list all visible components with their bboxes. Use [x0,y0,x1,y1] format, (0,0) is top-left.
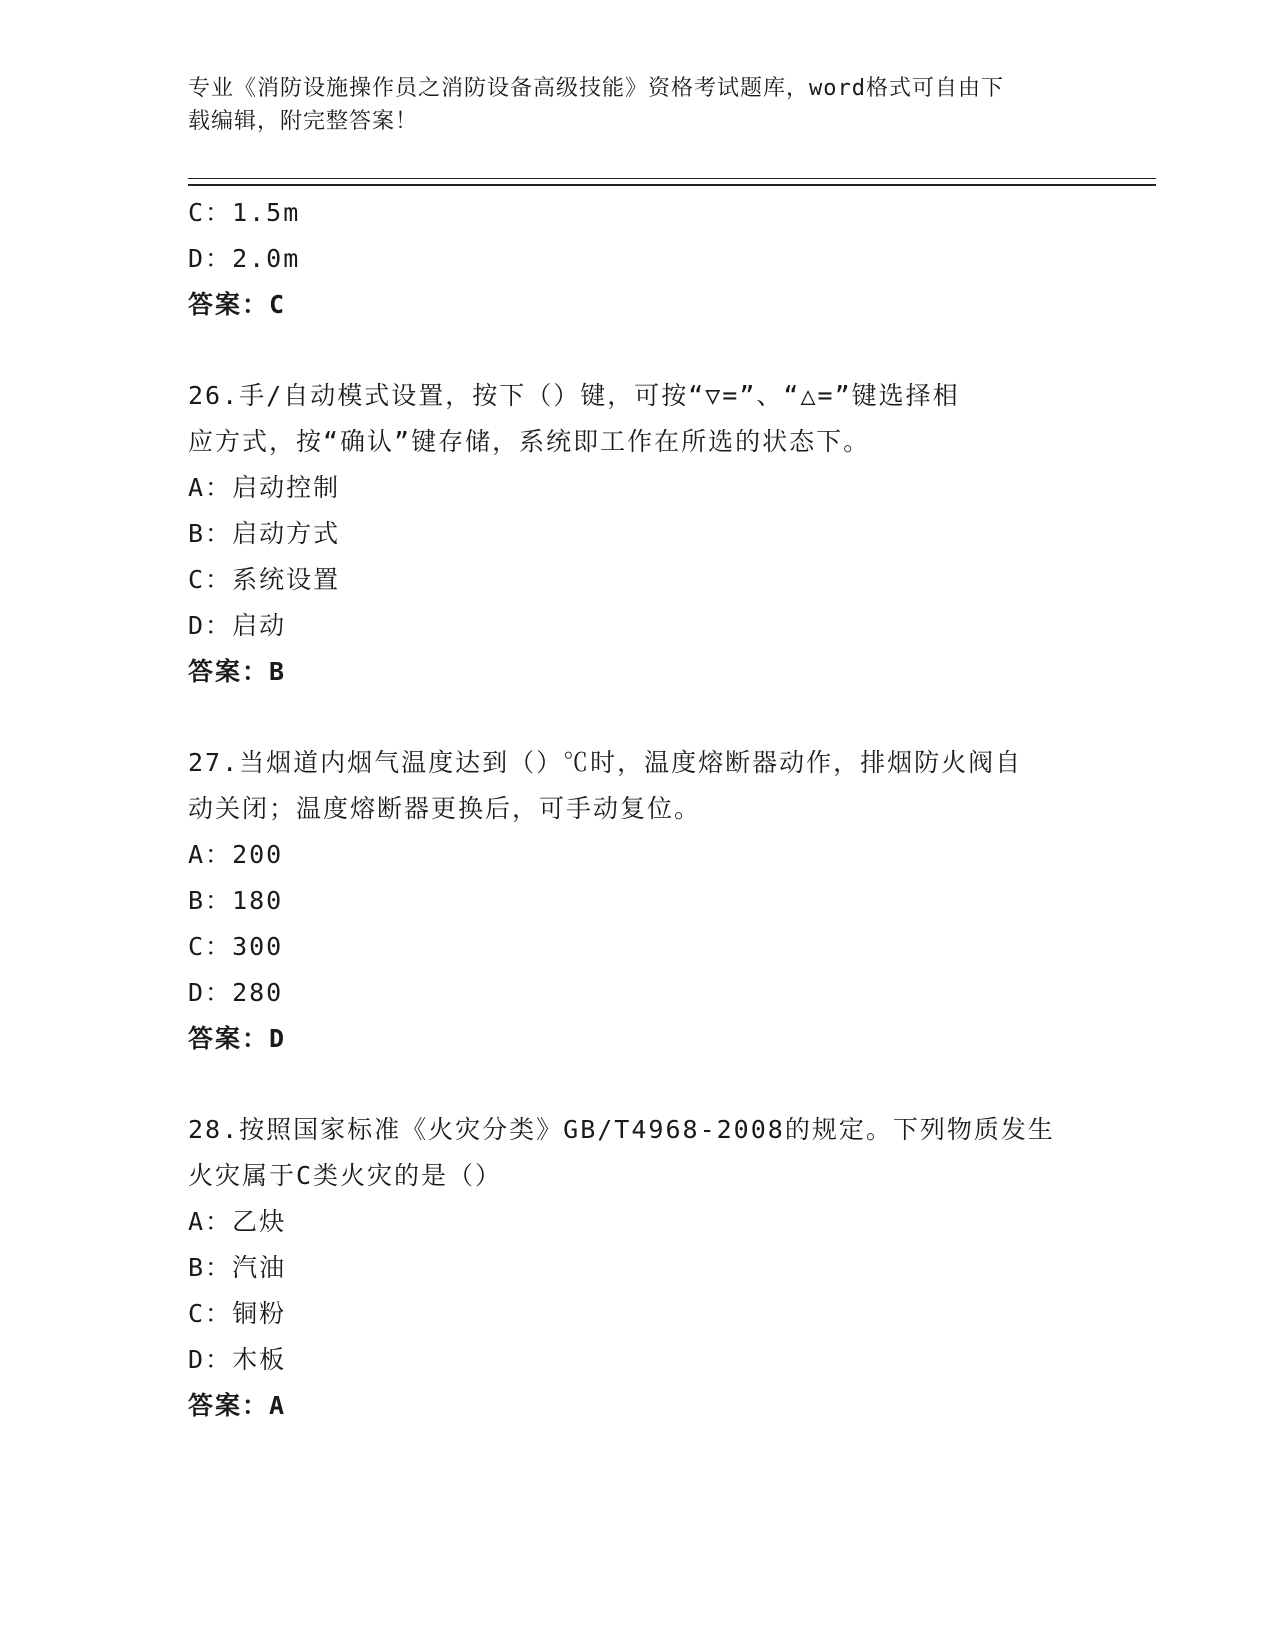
document-header [188,72,1068,138]
question-text-line: 动关闭；温度熔断器更换后，可手动复位。 [188,794,702,823]
question-28 [188,1107,1088,1429]
header-line-2: 载编辑，附完整答案！ [188,109,419,134]
option-b [188,511,1088,557]
option-label: B： [188,886,233,915]
option-d [188,970,1088,1016]
option-text: 300 [232,932,284,961]
option-label: D： [188,244,233,273]
question-text-line: 27.当烟道内烟气温度达到（）℃时，温度熔断器动作，排烟防火阀自 [188,748,1023,777]
answer-line: 答案：A [188,1391,287,1420]
option-label: C： [188,932,233,961]
option-text: 铜粉 [232,1299,287,1328]
option-a [188,1199,1088,1245]
option-label: B： [188,519,233,548]
option-text: 2.0m [232,244,301,273]
option-label: A： [188,1207,233,1236]
question-26 [188,373,1088,695]
option-text: 180 [232,886,284,915]
option-text: 木板 [232,1345,287,1374]
answer-line: 答案：B [188,657,287,686]
question-text-line: 火灾属于C类火灾的是（） [188,1161,503,1190]
option-label: D： [188,611,233,640]
option-label: C： [188,565,233,594]
option-label: C： [188,1299,233,1328]
header-divider [188,178,1156,186]
option-b [188,1245,1088,1291]
header-line-1: 专业《消防设施操作员之消防设备高级技能》资格考试题库，word格式可自由下 [188,76,1004,101]
option-text: 1.5m [232,198,301,227]
option-c [188,190,1088,236]
option-d [188,603,1088,649]
option-label: D： [188,978,233,1007]
option-label: D： [188,1345,233,1374]
option-label: C： [188,198,233,227]
option-a [188,465,1088,511]
answer-line: 答案：C [188,290,287,319]
question-text-line: 28.按照国家标准《火灾分类》GB/T4968-2008的规定。下列物质发生 [188,1115,1055,1144]
prev-question-tail [188,190,1088,328]
option-d [188,1337,1088,1383]
option-b [188,878,1088,924]
option-label: A： [188,473,233,502]
question-27 [188,740,1088,1062]
option-text: 200 [232,840,284,869]
option-a [188,832,1088,878]
option-text: 启动控制 [232,473,341,502]
option-text: 启动 [232,611,287,640]
option-text: 乙炔 [232,1207,287,1236]
answer-line: 答案：D [188,1024,287,1053]
option-label: A： [188,840,233,869]
option-c [188,1291,1088,1337]
question-text-line: 26.手/自动模式设置，按下（）键，可按“▽=”、“△=”键选择相 [188,381,960,410]
document-body [188,190,1088,1429]
option-text: 系统设置 [232,565,341,594]
option-d [188,236,1088,282]
option-label: B： [188,1253,233,1282]
option-text: 启动方式 [232,519,341,548]
option-c [188,557,1088,603]
option-c [188,924,1088,970]
option-text: 280 [232,978,284,1007]
option-text: 汽油 [232,1253,287,1282]
question-text-line: 应方式，按“确认”键存储，系统即工作在所选的状态下。 [188,427,871,456]
